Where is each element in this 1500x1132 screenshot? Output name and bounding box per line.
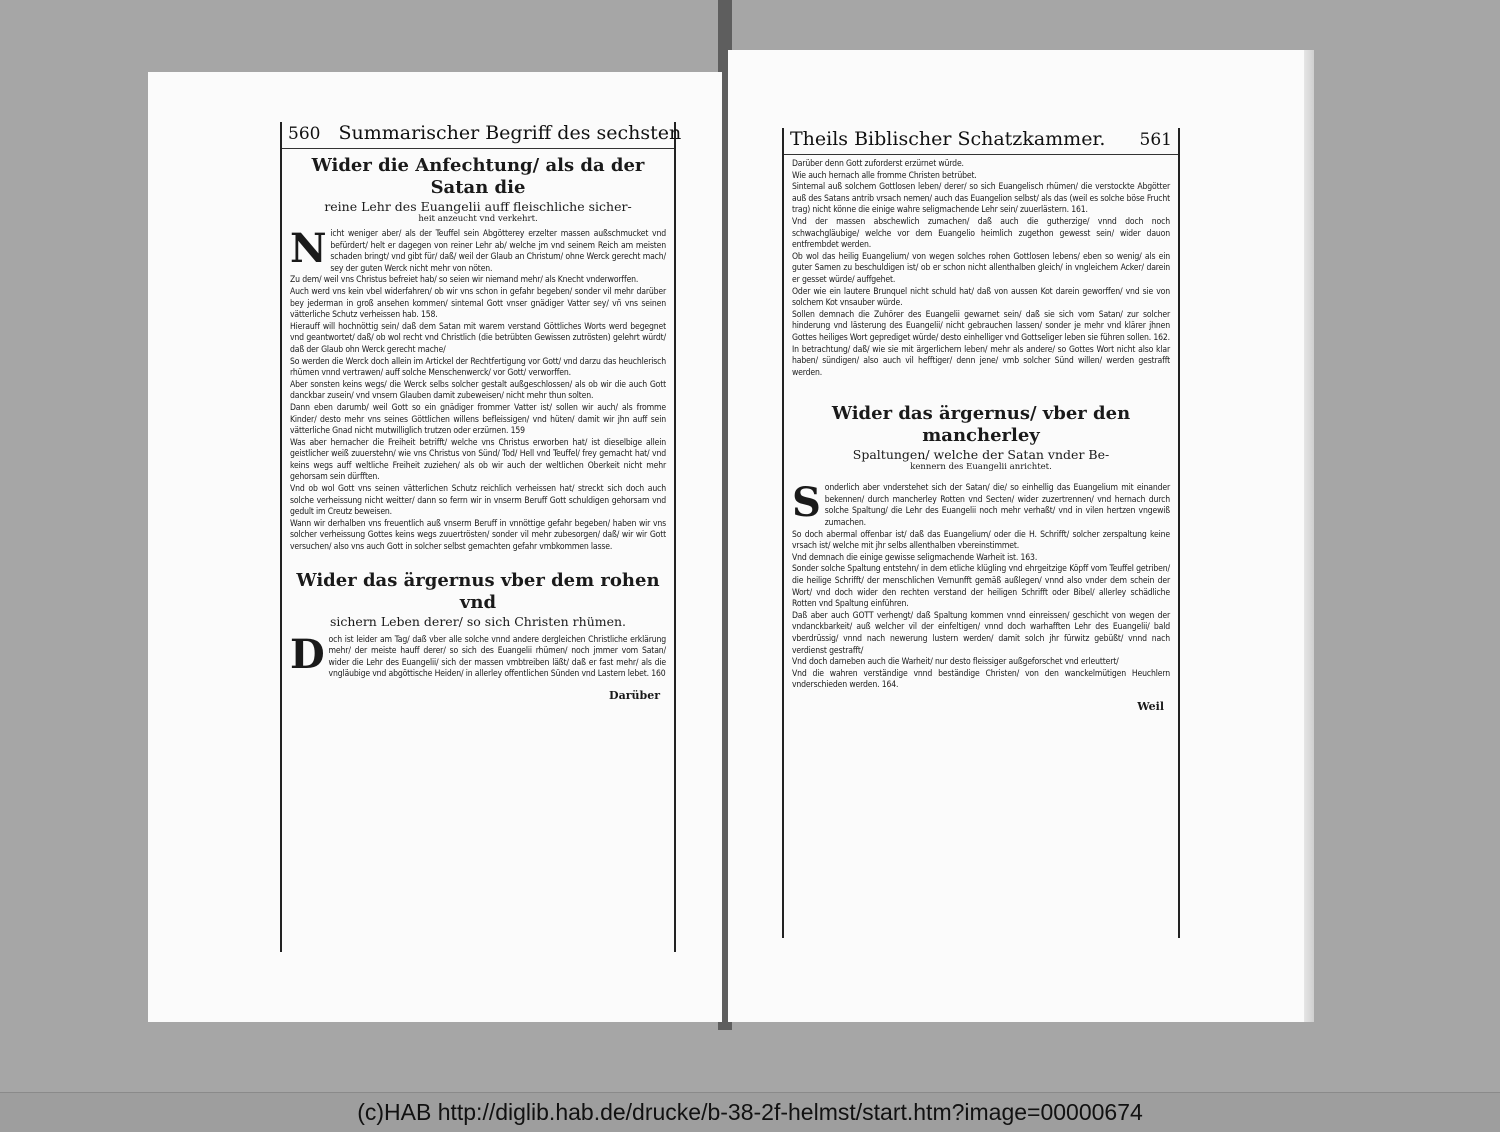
- left-section1-subheading2: heit anzeucht vnd verkehrt.: [418, 214, 538, 224]
- paragraph: Vnd ob wol Gott vns seinen vätterlichen Schutz reichlich verheissen hat/ streckt sich doch auch solche verheissung nicht weitter/ dann so ferrn wir in vnserm Beruff Gott schuldigen gehorsam vnd gedult im Creutz beweisen.: [290, 484, 666, 518]
- right-section2-heading: Wider das ärgernus/ vber den mancherley: [831, 403, 1131, 447]
- paragraph: Aber sonsten keins wegs/ die Werck selbs solcher gestalt außgeschlossen/ als ob wir die auch Gott danckbar zusein/ vnd vnsern Glauben damit zubeweisen/ nicht mehr thun solten.: [290, 379, 666, 402]
- paragraph: Sonderlich aber vnderstehet sich der Satan/ die/ so einhellig das Euangelium mit einander bekennen/ durch mancherley Rotten vnd Secten/ wider zuzertrennen/ vnd hernach durch solche Spaltung/ die Lehr des Euangelii noch mehr verhaßt/ vnd in vilen hertzen vngewiß zumachen.: [792, 479, 1170, 529]
- left-text-block: [280, 122, 682, 952]
- right-catchword: Weil: [1137, 699, 1164, 713]
- paragraph: So doch abermal offenbar ist/ daß das Euangelium/ oder die H. Schrifft/ solcher zerspaltung keine vrsach ist/ welche mit jhr selbs allenthalben vbereinstimmet.: [792, 529, 1170, 552]
- right-section2-subheading: Spaltungen/ welche der Satan vnder Be-: [852, 447, 1110, 463]
- paragraph: Nicht weniger aber/ als der Teuffel sein Abgötterey erzelter massen außschmucket vnd befürdert/ helt er dagegen von reiner Lehr ab/ welche jm vnd seinem Reich am meisten schaden bringt/ vnd gibt für/ daß/ weil der Glaub an Christum/ ohne Werck gerecht mach/ sey der guten Werck nicht mehr von nöten.: [290, 225, 666, 274]
- left-page-number: 560: [288, 124, 321, 144]
- paragraph: Doch ist leider am Tag/ daß vber alle solche vnnd andere dergleichen Christliche erklärung mehr/ der meiste hauff derer/ so sich des Euangelii rhümen/ noch jmmer vom Satan/ wider die Lehr des Euangelii/ sich der massen vmbtreiben läßt/ daß er fast mehr/ als die vngläubige vnd abgöttische Heiden/ in allerley offentlichen Sünden vnd Lastern lebet. 160: [290, 630, 666, 680]
- paragraph: Oder wie ein lautere Brunquel nicht schuld hat/ daß von aussen Kot darein geworffen/ vnd sie von solchem Kot vnsauber würde.: [792, 286, 1170, 309]
- paragraph: So werden die Werck doch allein im Artickel der Rechtfertigung vor Gott/ vnd darzu das heuchlerisch rhümen vnnd vertrawen/ auff solche Menschenwerck/ vor Gott/ verworffen.: [290, 356, 666, 379]
- right-page: [728, 50, 1314, 1022]
- paragraph: Vnd die wahren verständige vnnd beständige Christen/ von den wanckelmütigen Heuchlern vnderschieden werden. 164.: [792, 668, 1170, 691]
- right-section2-subheading2: kennern des Euangelii anrichtet.: [910, 462, 1052, 473]
- left-page: [148, 72, 722, 1022]
- paragraph: Darüber denn Gott zuforderst erzürnet würde.: [792, 159, 964, 169]
- left-running-title: Summarischer Begriff des sechsten: [338, 122, 682, 144]
- paragraph: Sollen demnach die Zuhörer des Euangelii gewarnet sein/ daß sie sich vom Satan/ zur solcher hinderung vnd lästerung des Euangelii/ nicht gebrauchen lassen/ sonder je mehr vnd klärer jhnen Gottes heiliges Wort geprediget würde/ desto einhelliger vnd Gottseliger leben sie führen sollen. 162.: [792, 309, 1170, 343]
- paragraph: Wie auch hernach alle fromme Christen betrübet.: [792, 170, 977, 181]
- paragraph: Sintemal auß solchem Gottlosen leben/ derer/ so sich Euangelisch rhümen/ die verstockte Abgötter auß des Satans antrib vrsach nemen/ auch das Euangelion selbst/ als das (weil es solche böse Frucht trag) nicht könne die einige wahre seligmachende Lehr sein/ zuuerlästern. 161.: [792, 182, 1170, 216]
- paragraph: Hierauff will hochnöttig sein/ daß dem Satan mit warem verstand Göttliches Worts werd begegnet vnd geantwortet/ daß/ ob wol recht vnd Christlich (die betrübten Gewissen zutrösten) gelehrt würdt/ daß der Glaub ohn Werck gerecht mache/: [290, 321, 666, 355]
- left-section2-subheading: sichern Leben derer/ so sich Christen rhümen.: [329, 613, 627, 629]
- right-running-title: Theils Biblischer Schatzkammer.: [790, 128, 1106, 150]
- paragraph: Vnd demnach die einige gewisse seligmachende Warheit ist. 163.: [792, 552, 1038, 563]
- paragraph: Vnd der massen abschewlich zumachen/ daß auch die gutherzige/ vnnd doch noch schwachgläubige/ welche vor dem Euangelio heimlich zugethon gewesst sein/ wider dauon entfrembdet werden.: [792, 216, 1170, 251]
- paragraph: Sonder solche Spaltung entstehn/ in dem etliche klügling vnd ehrgeitzige Köpff vom Teuffel getriben/ die heilige Schrifft/ der menschlichen Vernunfft gemäß außlegen/ vnnd also vnder dem schein der Wort/ vnd doch wider den rechten verstand der heiligen Schrifft oder Bibel/ allerley schädliche Rotten vnd Spaltung einführen.: [792, 564, 1170, 610]
- right-page-number: 561: [1139, 130, 1172, 150]
- paragraph: Was aber hernacher die Freiheit betrifft/ welche vns Christus erworben hat/ ist dieselbige allein geistlicher weiß zuuerstehn/ wie vns Christus von Sünd/ Tod/ Hell vnd Teuffel/ frey gemacht hat/ vnd keins wegs auff weltliche Freiheit zuziehen/ als ob wir auch der weltlichen Oberkeit nicht mehr gehorsam sein dürfften.: [290, 437, 666, 483]
- footer-credit: (c)HAB http://diglib.hab.de/drucke/b-38-2f-helmst/start.htm?image=00000674: [357, 1099, 1143, 1125]
- left-catchword: Darüber: [609, 689, 660, 702]
- left-section2-heading: Wider das ärgernus vber dem rohen vnd: [296, 569, 660, 613]
- left-section1-subheading: reine Lehr des Euangelii auff fleischliche sicher-: [324, 199, 632, 214]
- paragraph: Zu dem/ weil vns Christus befreiet hab/ so seien wir niemand mehr/ als Knecht vnderworffen.: [290, 275, 639, 286]
- left-section1-heading: Wider die Anfechtung/ als da der Satan die: [311, 155, 645, 198]
- right-running-head: [784, 128, 1178, 155]
- paragraph: In betrachtung/ daß/ wie sie mit ärgerlichern leben/ mehr als andere/ so Gottes Wort nicht also klar haben/ sündigen/ also auch vil hefftiger/ denn jene/ vmb solcher Sünd willen/ werden gestrafft werden.: [792, 344, 1170, 378]
- right-text-block: [782, 128, 1180, 938]
- paragraph: Ob wol das heilig Euangelium/ von wegen solches rohen Gottlosen lebens/ eben so wenig/ als ein guter Samen zu beschuldigen ist/ ob er schon nicht allenthalben gleich/ in vngleichem Acker/ darein er gesset würde/ auffgehet.: [792, 251, 1170, 285]
- paragraph: Dann eben darumb/ weil Gott so ein gnädiger frommer Vatter ist/ sollen wir auch/ als fromme Kinder/ desto mehr vns seines Göttlichen willens befleissigen/ vnd hüten/ damit wir jhn auff sein vätterliche Gnad nicht mutwilliglich trutzen oder erzürnen. 159: [290, 402, 666, 437]
- left-running-head: [282, 122, 682, 149]
- paragraph: Auch werd vns kein vbel widerfahren/ ob wir vns schon in gefahr begeben/ sonder vil mehr darüber bey jederman in groß ansehen kommen/ sintemal Gott vnser gnädiger Vatter sey/ vñ vns seinen vätterliche Schutz verheissen hab. 158.: [290, 286, 666, 321]
- paragraph: Vnd doch darneben auch die Warheit/ nur desto fleissiger außgeforschet vnd erleuttert/: [792, 657, 1119, 668]
- paragraph: Wann wir derhalben vns freuentlich auß vnserm Beruff in vnnöttige gefahr begeben/ haben wir vns solcher verheissung Gottes keins wegs zuuertrösten/ sonder vil mehr zubesorgen/ daß/ wir wir Gott versuchen/ also vns auch Gott in solcher selbst gemachten gefahr vmbkommen lasse.: [290, 518, 666, 553]
- paragraph: Daß aber auch GOTT verhengt/ daß Spaltung kommen vnnd einreissen/ geschicht von wegen der vndanckbarkeit/ auß welcher vil der einfeltigen/ vnnd doch warhafften Lehr des Euangelii/ bald vberdrüssig/ vnnd nach newerung lustern werden/ damit solch jhr fürwitz gebüßt/ vnnd nach verdienst gestrafft/: [792, 610, 1170, 656]
- copyright-footer: [0, 1092, 1500, 1132]
